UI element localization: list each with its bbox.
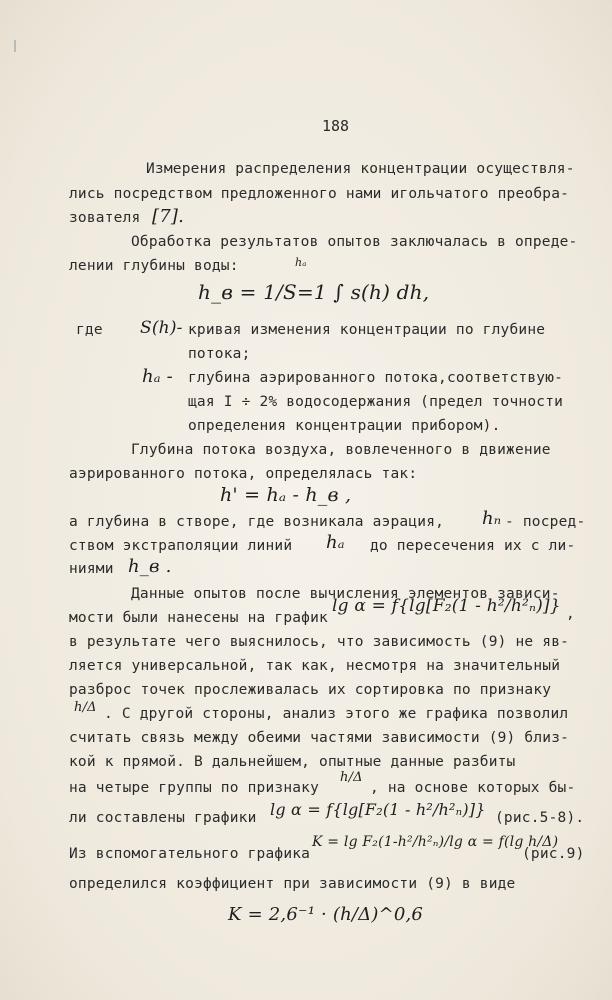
k-formula: K = lg F₂(1-h²/h²ₙ)/lg α = f(lg h/Δ) [312,834,559,850]
text-line: глубина аэрированного потока,соответствую- [188,370,564,386]
text-line: кривая изменения концентрации по глубине [188,322,546,338]
text-line: в результате чего выяснилось, что зависимость (9) не яв- [69,634,570,650]
scan-mark [14,40,16,52]
text-line: Измерения распределения концентрации осуществля- [146,161,575,177]
k-final-formula: K = 2,6⁻¹ · (h/Δ)^0,6 [228,904,424,925]
text-line: (рис.9) [522,846,585,862]
text-line: кой к прямой. В дальнейшем, опытные данные разбиты [69,754,516,770]
s-of-h-symbol: S(h)- [140,318,183,338]
integral-upper-limit: hₐ [295,256,307,269]
formula-air-depth: h' = hₐ - h_в , [220,484,352,506]
text-line: - посред- [505,514,586,530]
text-line: Глубина потока воздуха, вовлеченного в движение [131,442,551,458]
text-line: . С другой стороны, анализ этого же графика позволил [104,706,569,722]
text-line: ли составлены графики [69,810,257,826]
text-line: разброс точек прослеживалась их сортировка по признаку [69,682,552,698]
text-line: на четыре группы по признаку [69,780,320,796]
text-line: ляется универсальной, так как, несмотря на значительный [69,658,561,674]
text-line: где [76,322,103,338]
text-line: определился коэффициент при зависимости (9) в виде [69,876,516,892]
hn-symbol: hₙ [482,508,502,529]
text-line: (рис.5-8). [495,810,585,826]
text-line: определения концентрации прибором). [188,418,501,434]
text-line: зователя [69,210,141,226]
text-line: лении глубины воды: [69,258,239,274]
text-line: , на основе которых бы- [370,780,576,796]
page-number: 188 [322,117,350,135]
text-line: Из вспомогательного графика [69,846,311,862]
text-line: а глубина в створе, где возникала аэрация, [69,514,445,530]
text-line: потока; [188,346,251,362]
hb-symbol: h_в . [128,556,172,577]
text-line: аэрированного потока, определялась так: [69,466,418,482]
text-line: ниями [69,561,114,577]
handwritten-reference: [7]. [152,206,185,227]
formula-water-depth: h_в = 1/S=1 ∫ s(h) dh, [198,280,430,304]
text-line: Данные опытов после вычисления элементов зависи- [131,586,560,602]
text-line: мости были нанесены на график [69,610,328,626]
h-over-delta-1: h/Δ [74,700,97,715]
text-line: считать связь между обеими частями зависимости (9) близ- [69,730,570,746]
graph-formula-1: lg α = f{lg[F₂(1 - h²/h²ₙ)]} [332,596,561,616]
text-line: щая I ÷ 2% водосодержания (предел точности [188,394,564,410]
text-line: до пересечения их с ли- [370,538,576,554]
graph-formula-2: lg α = f{lg[F₂(1 - h²/h²ₙ)]} [270,800,486,819]
comma: , [566,606,575,622]
ha-symbol: hₐ - [142,366,173,387]
text-line: лись посредством предложенного нами игольчатого преобра- [69,186,570,202]
text-line: Обработка результатов опытов заключалась в опреде- [131,234,578,250]
text-line: ством экстраполяции линий [69,538,293,554]
ha-symbol-inline: hₐ [326,532,345,553]
h-over-delta-2: h/Δ [340,770,363,785]
